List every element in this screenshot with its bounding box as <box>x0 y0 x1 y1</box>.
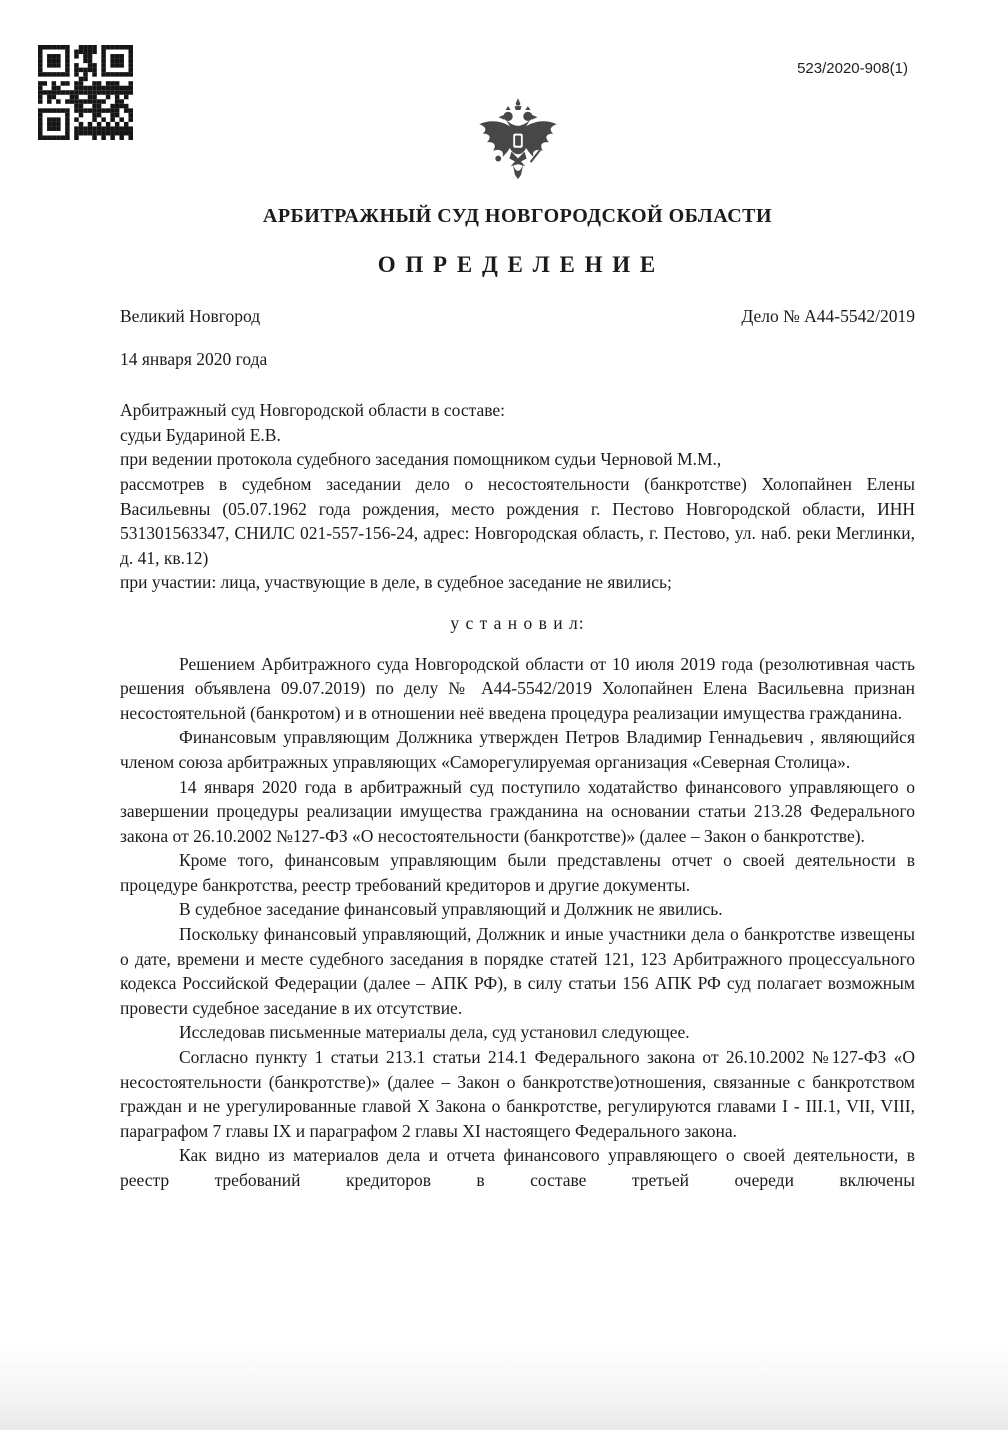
intro-paragraph: при ведении протокола судебного заседания помощником судьи Черновой М.М., <box>120 449 722 470</box>
page-bottom-fade <box>0 1345 1008 1430</box>
qr-code-icon <box>38 45 133 140</box>
document-date: 14 января 2020 года <box>120 348 268 369</box>
ruling-keyword: у с т а н о в и л: <box>450 612 585 633</box>
document-registration-number: 523/2020-908(1) <box>797 60 908 77</box>
body-paragraph: 14 января 2020 года в арбитражный суд поступило ходатайство финансового управляющего о завершении процедуры реализации имущества гражданина на основании статьи 213.28 Федерального закона от 26.10.2002 №127-ФЗ «О несостоятельности (банкротстве)» (далее – Закон о банкротстве). <box>120 776 915 846</box>
court-name-heading: АРБИТРАЖНЫЙ СУД НОВГОРОДСКОЙ ОБЛАСТИ <box>262 205 773 227</box>
meta-row <box>120 304 915 329</box>
intro-section <box>120 398 915 595</box>
intro-paragraph: Арбитражный суд Новгородской области в составе: <box>120 400 506 421</box>
case-number: Дело № А44-5542/2019 <box>741 306 915 326</box>
body-paragraph: Поскольку финансовый управляющий, Должник и иные участники дела о банкротстве извещены о дате, времени и месте судебного заседания в порядке статей 121, 123 Арбитражного процессуального кодекса Российской Федерации (далее – АПК РФ), в силу статьи 156 АПК РФ суд полагает возможным провести судебное заседание в их отсутствие. <box>120 924 915 1018</box>
intro-paragraph: судьи Будариной Е.В. <box>120 424 281 445</box>
intro-paragraph: при участии: лица, участвующие в деле, в судебное заседание не явились; <box>120 572 672 593</box>
document-type-heading: О П Р Е Д Е Л Е Н И Е <box>377 252 658 277</box>
body-section <box>120 652 915 1193</box>
body-paragraph: Как видно из материалов дела и отчета финансового управляющего о своей деятельности, в реестр требований кредиторов в составе третьей очереди включены <box>120 1145 915 1190</box>
intro-paragraph: рассмотрев в судебном заседании дело о несостоятельности (банкротстве) Холопайнен Елены Васильевны (05.07.1962 года рождения, место рождения г. Пестово Новгородской области, ИНН 531301563347, СНИЛС 021-557-156-24, адрес: Новгородская область, г. Пестово, ул. наб. реки Меглинки, д. 41, кв.12) <box>120 473 915 568</box>
body-paragraph: Кроме того, финансовым управляющим были представлены отчет о своей деятельности в процедуре банкротства, реестр требований кредиторов и другие документы. <box>120 850 915 895</box>
place-of-issue: Великий Новгород <box>120 306 261 326</box>
body-paragraph: Финансовым управляющим Должника утвержден Петров Владимир Геннадьевич , являющийся членом союза арбитражных управляющих «Саморегулируемая организация «Северная Столица». <box>120 727 915 772</box>
body-paragraph: Согласно пункту 1 статьи 213.1 статьи 214.1 Федерального закона от 26.10.2002 №127-ФЗ «О несостоятельности (банкротстве)» (далее – Закон о банкротстве)отношения, связанные с банкротством граждан и не урегулированные главой X Закона о банкротстве, регулируются главами I - III.1, VII, VIII, параграфом 7 главы IX и параграфом 2 главы XI настоящего Федерального закона. <box>120 1047 915 1141</box>
body-paragraph: Решением Арбитражного суда Новгородской области от 10 июля 2019 года (резолютивная часть решения объявлена 09.07.2019) по делу № А44-5542/2019 Холопайнен Елена Васильевна признан несостоятельной (банкротом) и в отношении неё введена процедура реализации имущества гражданина. <box>120 653 915 723</box>
body-paragraph: Исследовав письменные материалы дела, суд установил следующее. <box>179 1022 690 1043</box>
coat-of-arms-icon <box>120 0 915 195</box>
body-paragraph: В судебное заседание финансовый управляющий и Должник не явились. <box>179 899 723 920</box>
